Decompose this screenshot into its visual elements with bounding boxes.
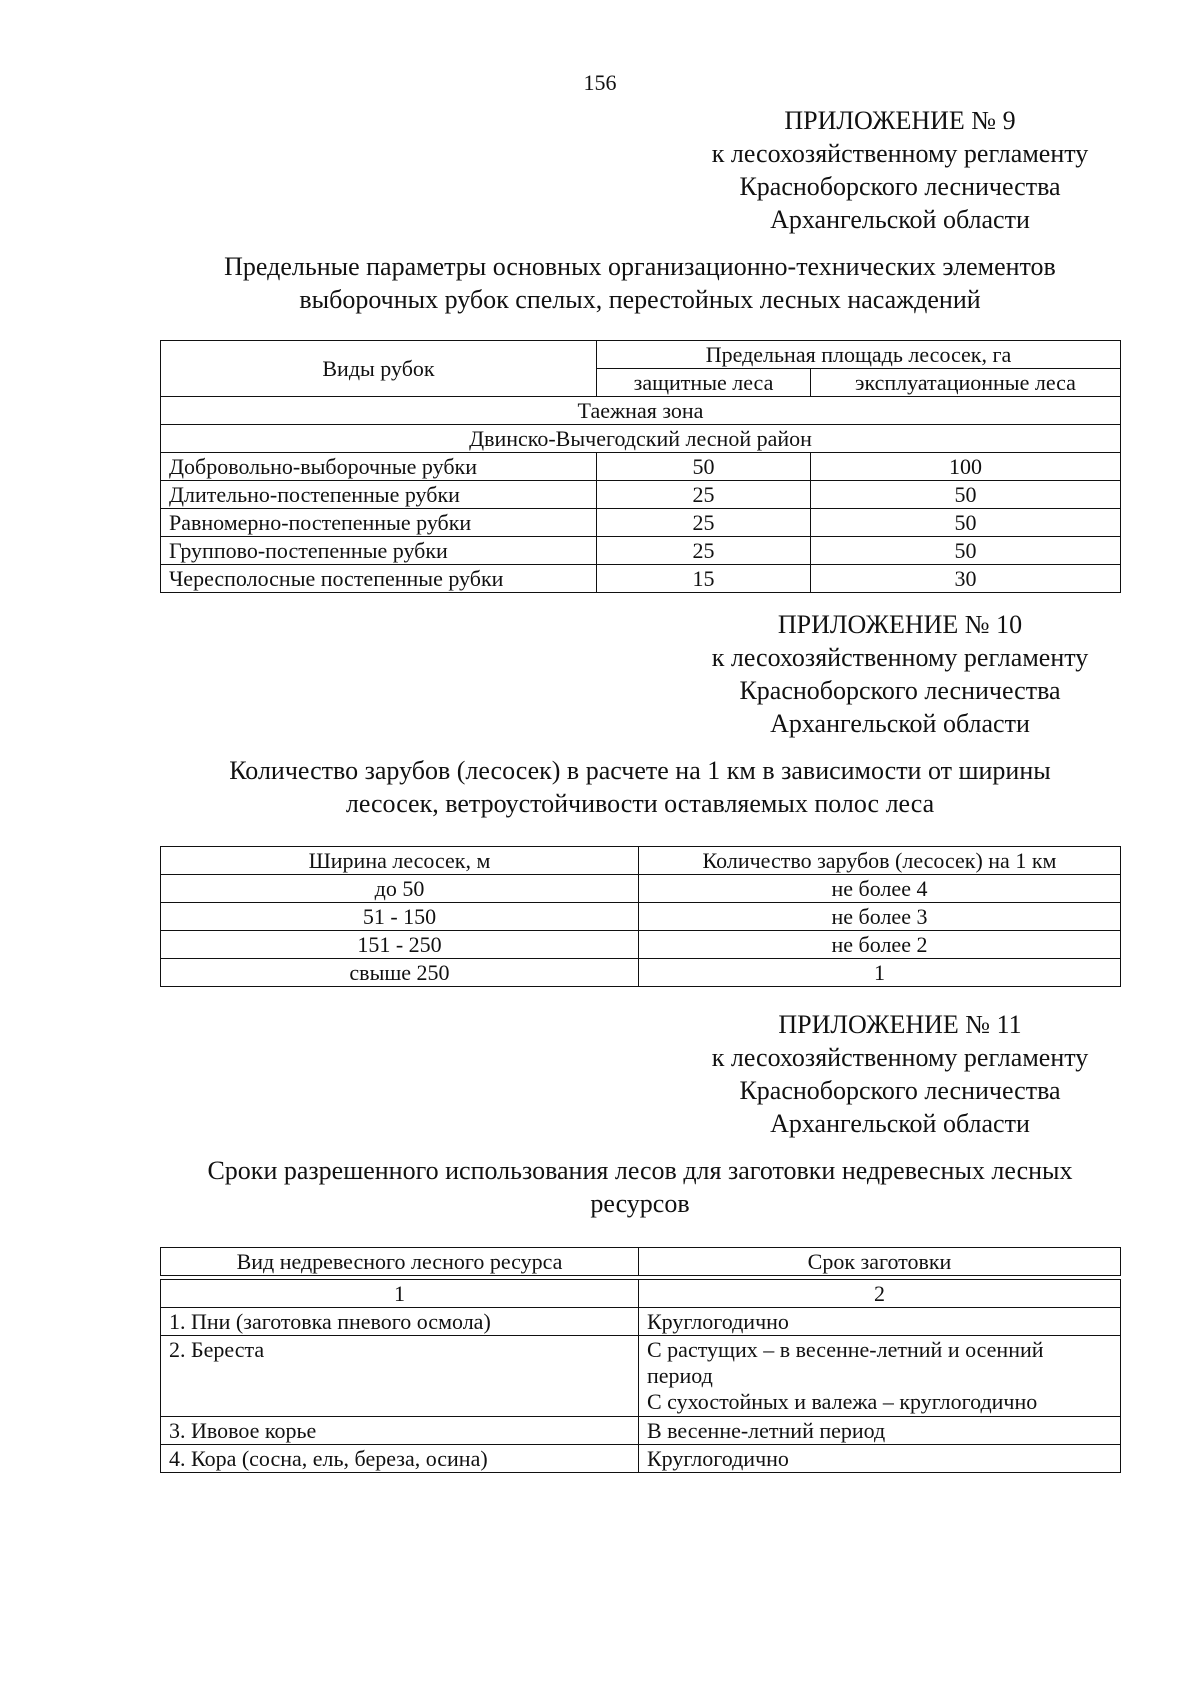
page-number: 156	[583, 70, 617, 95]
table-row	[161, 537, 1121, 565]
table-header-cell: Виды рубок	[161, 341, 597, 397]
appendix-title: ПРИЛОЖЕНИЕ № 9	[784, 106, 1016, 135]
table-cell: Группово-постепенные рубки	[161, 537, 597, 565]
cutting-parameters-table	[160, 340, 1121, 593]
table-row	[161, 1336, 1121, 1417]
table-row	[161, 481, 1121, 509]
table-cell: 51 - 150	[161, 903, 639, 931]
table-cell	[639, 1336, 1121, 1417]
column-number-cell: 2	[639, 1280, 1121, 1308]
table-cell: не более 3	[639, 903, 1121, 931]
table-cell: 25	[597, 537, 811, 565]
table-header-cell: защитные леса	[597, 369, 811, 397]
appendix-11-caption	[660, 1008, 1140, 1140]
table-row	[161, 565, 1121, 593]
appendix-subtitle-line: Архангельской области	[770, 709, 1030, 738]
table-cell: не более 4	[639, 875, 1121, 903]
appendix-subtitle-line: к лесохозяйственному регламенту	[711, 643, 1089, 672]
table-cell: Круглогодично	[639, 1445, 1121, 1473]
table-cell: 1. Пни (заготовка пневого осмола)	[161, 1308, 639, 1336]
heading-line: Количество зарубов (лесосек) в расчете на 1 км в зависимости от ширины	[229, 756, 1051, 785]
table-cell: 50	[811, 537, 1121, 565]
heading-line: лесосек, ветроустойчивости оставляемых полос леса	[345, 789, 935, 818]
table-cell: Чересполосные постепенные рубки	[161, 565, 597, 593]
column-number-cell: 1	[161, 1280, 639, 1308]
table-header-cell: Количество зарубов (лесосек) на 1 км	[639, 847, 1121, 875]
appendix-11-heading	[160, 1154, 1120, 1220]
table-row	[161, 1308, 1121, 1336]
period-line: период	[647, 1363, 713, 1388]
table-cell: свыше 250	[161, 959, 639, 987]
heading-line: выборочных рубок спелых, перестойных лесных насаждений	[299, 285, 981, 314]
period-line: С сухостойных и валежа – круглогодично	[647, 1389, 1038, 1414]
heading-line: Сроки разрешенного использования лесов для заготовки недревесных лесных	[207, 1156, 1073, 1185]
appendix-title: ПРИЛОЖЕНИЕ № 10	[777, 610, 1023, 639]
appendix-subtitle-line: Архангельской области	[770, 205, 1030, 234]
table-cell: 50	[811, 481, 1121, 509]
table-cell: Равномерно-постепенные рубки	[161, 509, 597, 537]
appendix-9-heading	[160, 250, 1120, 316]
zone-row: Таежная зона	[161, 397, 1121, 425]
heading-line: ресурсов	[590, 1189, 690, 1218]
table-cell: В весенне-летний период	[639, 1417, 1121, 1445]
table-row	[161, 875, 1121, 903]
appendix-subtitle-line: Красноборского лесничества	[739, 676, 1061, 705]
table-header-cell: эксплуатационные леса	[811, 369, 1121, 397]
table-cell: 25	[597, 509, 811, 537]
table-cell: 25	[597, 481, 811, 509]
table-header-cell: Срок заготовки	[639, 1248, 1121, 1276]
table-row	[161, 931, 1121, 959]
table-row	[161, 1445, 1121, 1473]
appendix-title: ПРИЛОЖЕНИЕ № 11	[778, 1010, 1022, 1039]
appendix-10-heading	[160, 754, 1120, 820]
table-cell: 50	[811, 509, 1121, 537]
table-cell: 15	[597, 565, 811, 593]
table-cell: 4. Кора (сосна, ель, береза, осина)	[161, 1445, 639, 1473]
appendix-subtitle-line: Красноборского лесничества	[739, 172, 1061, 201]
table-row	[161, 903, 1121, 931]
district-row: Двинско-Вычегодский лесной район	[161, 425, 1121, 453]
table-cell: 3. Ивовое корье	[161, 1417, 639, 1445]
table-cell: 2. Береста	[161, 1336, 639, 1417]
table-cell: Добровольно-выборочные рубки	[161, 453, 597, 481]
table-cell: Круглогодично	[639, 1308, 1121, 1336]
table-cell: 50	[597, 453, 811, 481]
period-line: С растущих – в весенне-летний и осенний	[647, 1337, 1044, 1362]
appendix-subtitle-line: к лесохозяйственному регламенту	[711, 139, 1089, 168]
table-row	[161, 509, 1121, 537]
table-header-cell: Вид недревесного лесного ресурса	[161, 1248, 639, 1276]
appendix-subtitle-line: Архангельской области	[770, 1109, 1030, 1138]
table-cell: Длительно-постепенные рубки	[161, 481, 597, 509]
table-cell: до 50	[161, 875, 639, 903]
table-cell: не более 2	[639, 931, 1121, 959]
table-cell: 151 - 250	[161, 931, 639, 959]
table-cell: 100	[811, 453, 1121, 481]
table-row	[161, 1417, 1121, 1445]
table-cell: 1	[639, 959, 1121, 987]
table-row	[161, 453, 1121, 481]
non-timber-resources-table	[160, 1247, 1121, 1473]
table-row	[161, 959, 1121, 987]
appendix-9-caption	[660, 104, 1140, 236]
cuts-per-km-table	[160, 846, 1121, 987]
table-header-cell: Предельная площадь лесосек, га	[597, 341, 1121, 369]
appendix-subtitle-line: к лесохозяйственному регламенту	[711, 1043, 1089, 1072]
table-cell: 30	[811, 565, 1121, 593]
heading-line: Предельные параметры основных организационно-технических элементов	[224, 252, 1056, 281]
table-header-cell: Ширина лесосек, м	[161, 847, 639, 875]
appendix-10-caption	[660, 608, 1140, 740]
appendix-subtitle-line: Красноборского лесничества	[739, 1076, 1061, 1105]
